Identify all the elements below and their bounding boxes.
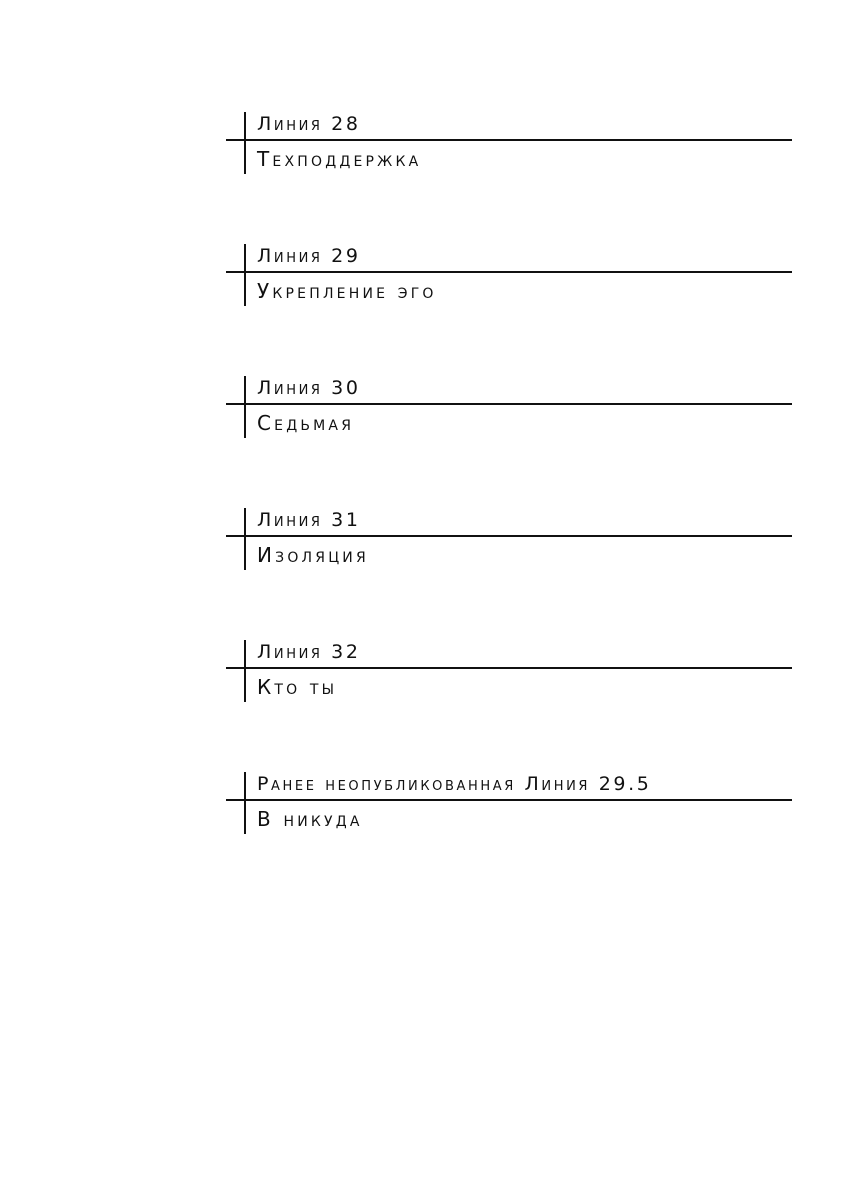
toc-entry [226, 376, 792, 438]
chapter-title: Кто ты [257, 675, 338, 699]
chapter-title: В никуда [257, 807, 363, 831]
chapter-title: Изоляция [257, 543, 369, 567]
entry-vertical-rule [244, 508, 246, 570]
entry-horizontal-rule [226, 535, 792, 537]
entry-horizontal-rule [226, 139, 792, 141]
entry-vertical-rule [244, 772, 246, 834]
toc-entry [226, 508, 792, 570]
line-label: Линия 31 [257, 509, 361, 531]
line-label: Линия 29 [257, 245, 361, 267]
entry-vertical-rule [244, 640, 246, 702]
line-label: Линия 28 [257, 113, 361, 135]
line-label: Линия 32 [257, 641, 361, 663]
entry-horizontal-rule [226, 403, 792, 405]
entry-vertical-rule [244, 112, 246, 174]
toc-entry [226, 640, 792, 702]
chapter-title: Укрепление эго [257, 279, 437, 303]
line-label: Ранее неопубликованная Линия 29.5 [257, 773, 652, 795]
toc-entry [226, 772, 792, 834]
toc-entry [226, 244, 792, 306]
entry-horizontal-rule [226, 271, 792, 273]
entry-horizontal-rule [226, 799, 792, 801]
chapter-title: Техподдержка [257, 147, 422, 171]
entry-vertical-rule [244, 244, 246, 306]
toc-entry [226, 112, 792, 174]
chapter-title: Седьмая [257, 411, 355, 435]
entry-horizontal-rule [226, 667, 792, 669]
entry-vertical-rule [244, 376, 246, 438]
line-label: Линия 30 [257, 377, 361, 399]
